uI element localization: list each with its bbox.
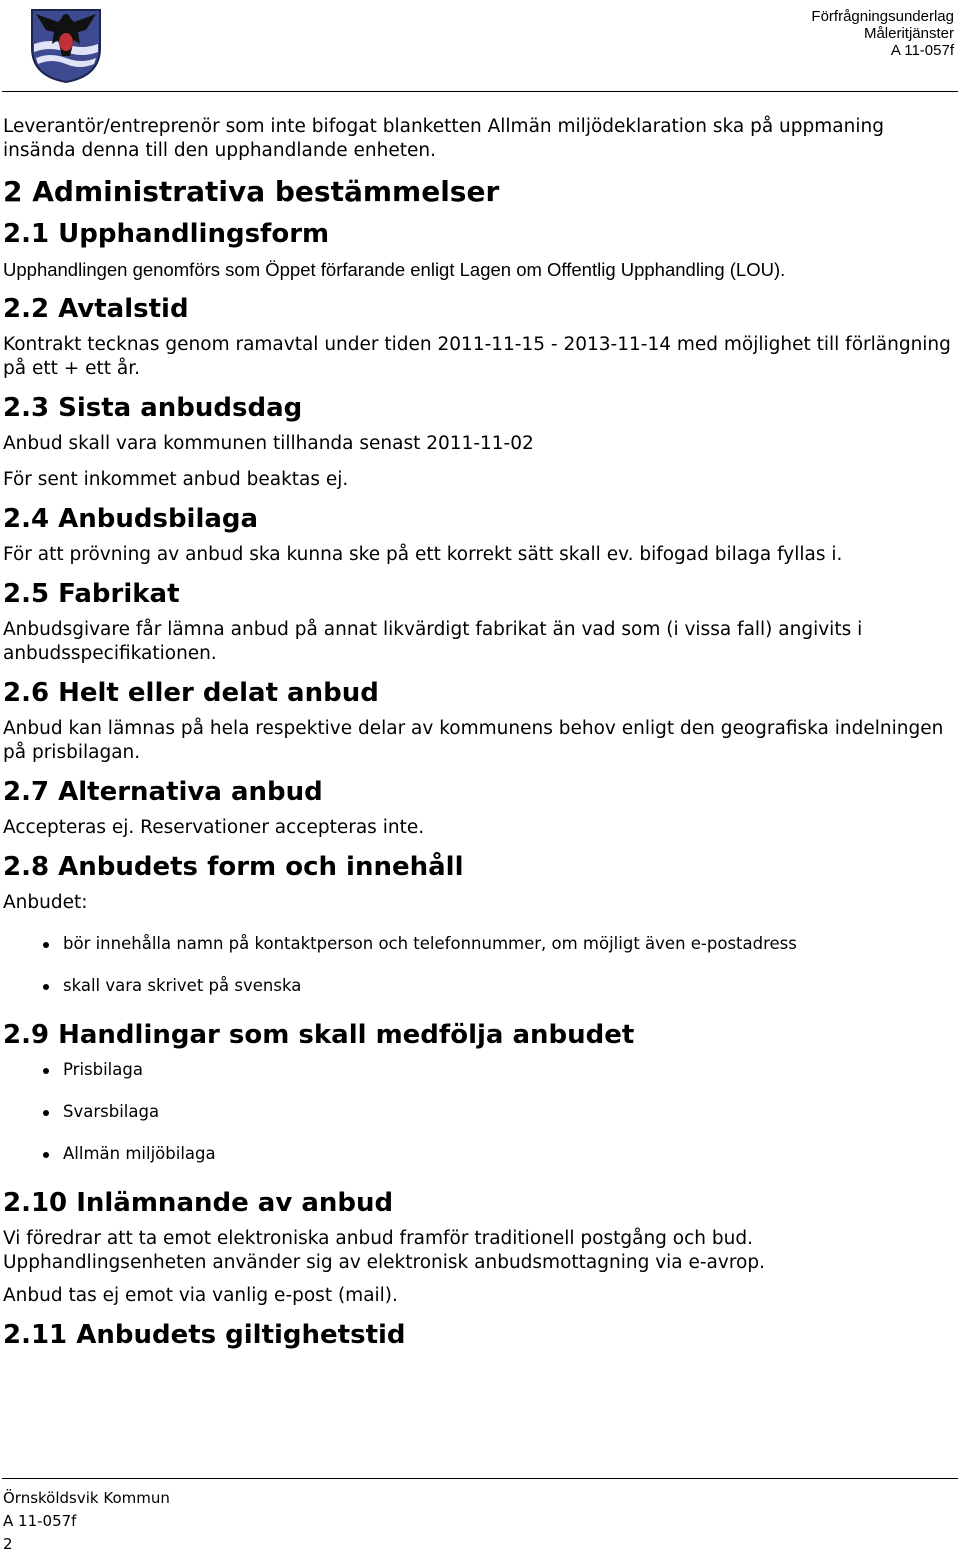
section-text-2-2: Kontrakt tecknas genom ramavtal under tiden 2011-11-15 - 2013-11-14 med möjlighet till förlängning på ett + ett år. [3, 334, 951, 379]
section-text-2-3-late: För sent inkommet anbud beaktas ej. [3, 469, 349, 490]
list-item: Prisbilaga [3, 1059, 953, 1081]
section-text-2-6: Anbud kan lämnas på hela respektive delar av kommunens behov enligt den geografiska indelningen på prisbilagan. [3, 718, 944, 763]
list-item: skall vara skrivet på svenska [3, 975, 953, 997]
header-reference [811, 8, 954, 59]
footer [3, 1487, 170, 1556]
footer-organization: Örnsköldsvik Kommun [3, 1489, 170, 1507]
intro-paragraph: Leverantör/entreprenör som inte bifogat blanketten Allmän miljödeklaration ska på uppmaning insända denna till den upphandlande enheten. [3, 116, 884, 161]
footer-divider [2, 1478, 958, 1479]
section-text-2-5: Anbudsgivare får lämna anbud på annat likvärdigt fabrikat än vad som (i vissa fall) angivits i anbudsspecifikationen. [3, 619, 863, 664]
section-text-2-4: För att prövning av anbud ska kunna ske på ett korrekt sätt skall ev. bifogad bilaga fyllas i. [3, 544, 843, 565]
header-doc-type: Förfrågningsunderlag [811, 8, 954, 25]
requirements-list [3, 933, 953, 997]
section-text-2-10-electronic: Vi föredrar att ta emot elektroniska anbud framför traditionell postgång och bud. Upphandlingsenheten använder sig av elektronisk anbudsmottagning via e-avrop. [3, 1228, 765, 1273]
section-title-2-8: 2.8 Anbudets form och innehåll [3, 852, 464, 882]
header-doc-number: A 11-057f [890, 42, 954, 59]
section-title-2-4: 2.4 Anbudsbilaga [3, 504, 259, 534]
list-item: bör innehålla namn på kontaktperson och telefonnummer, om möjligt även e-postadress [3, 933, 953, 955]
section-text-2-3-deadline: Anbud skall vara kommunen tillhanda senast 2011-11-02 [3, 433, 534, 454]
section-title-2-10: 2.10 Inlämnande av anbud [3, 1188, 394, 1218]
document-body [3, 115, 953, 1359]
list-item: Allmän miljöbilaga [3, 1143, 953, 1165]
section-title-2-3: 2.3 Sista anbudsdag [3, 393, 303, 423]
page-number: 2 [3, 1535, 13, 1553]
section-text-2-7: Accepteras ej. Reservationer accepteras inte. [3, 817, 425, 838]
list-item: Svarsbilaga [3, 1101, 953, 1123]
header-service: Måleritjänster [863, 25, 954, 42]
header-divider [2, 91, 958, 92]
section-title-2-2: 2.2 Avtalstid [3, 294, 189, 324]
section-title-2-6: 2.6 Helt eller delat anbud [3, 678, 379, 708]
section-title-2-9: 2.9 Handlingar som skall medfölja anbudet [3, 1020, 635, 1050]
section-title-2-5: 2.5 Fabrikat [3, 579, 180, 609]
section-text-2-8: Anbudet: [3, 892, 88, 913]
chapter-title: 2 Administrativa bestämmelser [3, 175, 500, 208]
section-title-2-11: 2.11 Anbudets giltighetstid [3, 1320, 406, 1350]
section-title-2-1: 2.1 Upphandlingsform [3, 219, 330, 249]
coat-of-arms-logo [30, 4, 102, 84]
attachments-list [3, 1059, 953, 1165]
section-text-2-1: Upphandlingen genomförs som Öppet förfarande enligt Lagen om Offentlig Upphandling (LOU). [3, 259, 786, 280]
section-title-2-7: 2.7 Alternativa anbud [3, 777, 323, 807]
section-text-2-10-email: Anbud tas ej emot via vanlig e-post (mail). [3, 1285, 398, 1306]
footer-doc-number: A 11-057f [3, 1512, 77, 1530]
